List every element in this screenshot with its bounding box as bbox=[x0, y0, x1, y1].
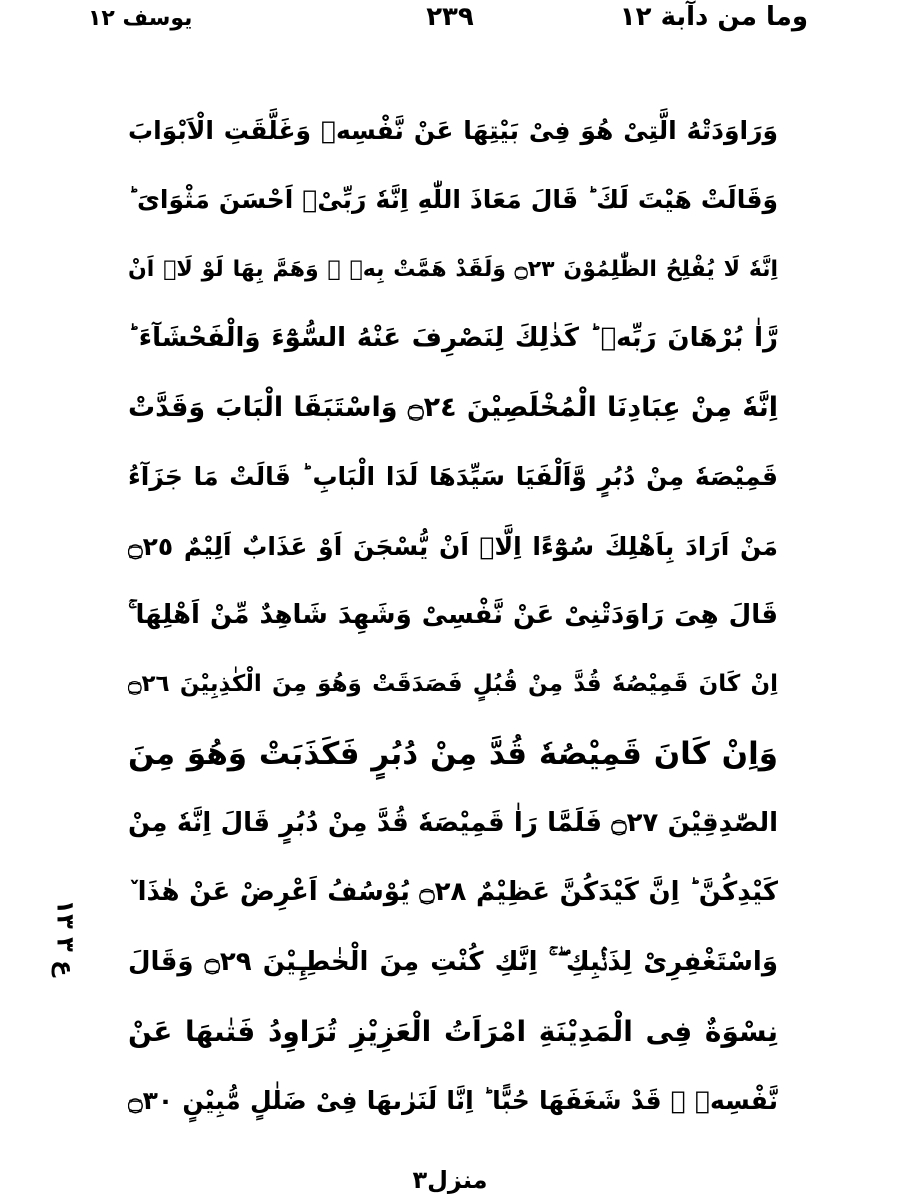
ruku-marker-text: ع ٣ ١٣ bbox=[52, 899, 80, 977]
verse-text-block bbox=[128, 96, 778, 1135]
verse-line: نَّفْسِهٖ ۚ قَدْ شَغَفَهَا حُبًّا ؕ اِنَّا لَنَرٰىهَا فِیْ ضَلٰلٍ مُّبِیْنٍ ۝٣٠ bbox=[128, 1086, 778, 1116]
verse-line: قَالَ هِیَ رَاوَدَتْنِیْ عَنْ نَّفْسِیْ وَشَهِدَ شَاهِدٌ مِّنْ اَهْلِهَا ۚ bbox=[128, 600, 778, 631]
verse-line: وَاسْتَغْفِرِیْ لِذَنْۢبِكِ ۖ ۚ اِنَّكِ كُنْتِ مِنَ الْخٰطِـِٕیْنَ ۝٢٩ وَقَالَ bbox=[128, 946, 778, 977]
verse-line: وَاِنْ كَانَ قَمِیْصُهٗ قُدَّ مِنْ دُبُرٍ فَكَذَبَتْ وَهُوَ مِنَ bbox=[128, 735, 778, 772]
verse-line: اِنَّهٗ لَا یُفْلِحُ الظّٰلِمُوْنَ ۝٢٣ وَلَقَدْ هَمَّتْ بِهٖ ۚ وَهَمَّ بِهَا لَوْ لَاۤ اَنْ bbox=[128, 256, 778, 282]
verse-line: مَنْ اَرَادَ بِاَهْلِكَ سُوْٓءًا اِلَّاۤ اَنْ یُّسْجَنَ اَوْ عَذَابٌ اَلِیْمٌ ۝٢٥ bbox=[128, 531, 778, 561]
verse-line: وَرَاوَدَتْهُ الَّتِیْ هُوَ فِیْ بَیْتِهَا عَنْ نَّفْسِهٖ وَغَلَّقَتِ الْاَبْوَابَ bbox=[128, 116, 778, 145]
verse-line: الصّٰدِقِیْنَ ۝٢٧ فَلَمَّا رَاٰ قَمِیْصَهٗ قُدَّ مِنْ دُبُرٍ قَالَ اِنَّهٗ مِنْ bbox=[128, 807, 778, 838]
verse-line: اِنَّهٗ مِنْ عِبَادِنَا الْمُخْلَصِیْنَ ۝٢٤ وَاسْتَبَقَا الْبَابَ وَقَدَّتْ bbox=[128, 392, 778, 424]
juz-name-header: وما من دآبة ١٢ bbox=[619, 2, 808, 32]
surah-name-header: يوسف ١٢ bbox=[88, 6, 193, 31]
verse-line: كَیْدِكُنَّ ؕ اِنَّ كَیْدَكُنَّ عَظِیْمٌ ۝٢٨ یُوْسُفُ اَعْرِضْ عَنْ هٰذَا ٚ bbox=[128, 877, 778, 908]
verse-line: قَمِیْصَهٗ مِنْ دُبُرٍ وَّاَلْفَیَا سَیِّدَهَا لَدَا الْبَابِ ؕ قَالَتْ مَا جَزَآءُ bbox=[128, 462, 778, 492]
page-header bbox=[0, 2, 900, 46]
page-number: ٢٣٩ bbox=[426, 2, 474, 32]
manzil-footer: منزل٣ bbox=[412, 1166, 488, 1194]
verse-line: نِسْوَةٌ فِی الْمَدِیْنَةِ امْرَاَتُ الْعَزِیْزِ تُرَاوِدُ فَتٰىهَا عَنْ bbox=[128, 1014, 778, 1048]
ruku-margin-marker bbox=[46, 899, 86, 977]
verse-line: رَّاٰ بُرْهَانَ رَبِّهٖ ؕ كَذٰلِكَ لِنَصْرِفَ عَنْهُ السُّوْٓءَ وَالْفَحْشَآءَ ؕ bbox=[128, 322, 778, 353]
verse-line: وَقَالَتْ هَیْتَ لَكَ ؕ قَالَ مَعَاذَ اللّٰهِ اِنَّهٗ رَبِّیْۤ اَحْسَنَ مَثْوَایَ ؕ bbox=[128, 185, 778, 215]
verse-line: اِنْ كَانَ قَمِیْصُهٗ قُدَّ مِنْ قُبُلٍ فَصَدَقَتْ وَهُوَ مِنَ الْكٰذِبِیْنَ ۝٢٦ bbox=[128, 671, 778, 698]
